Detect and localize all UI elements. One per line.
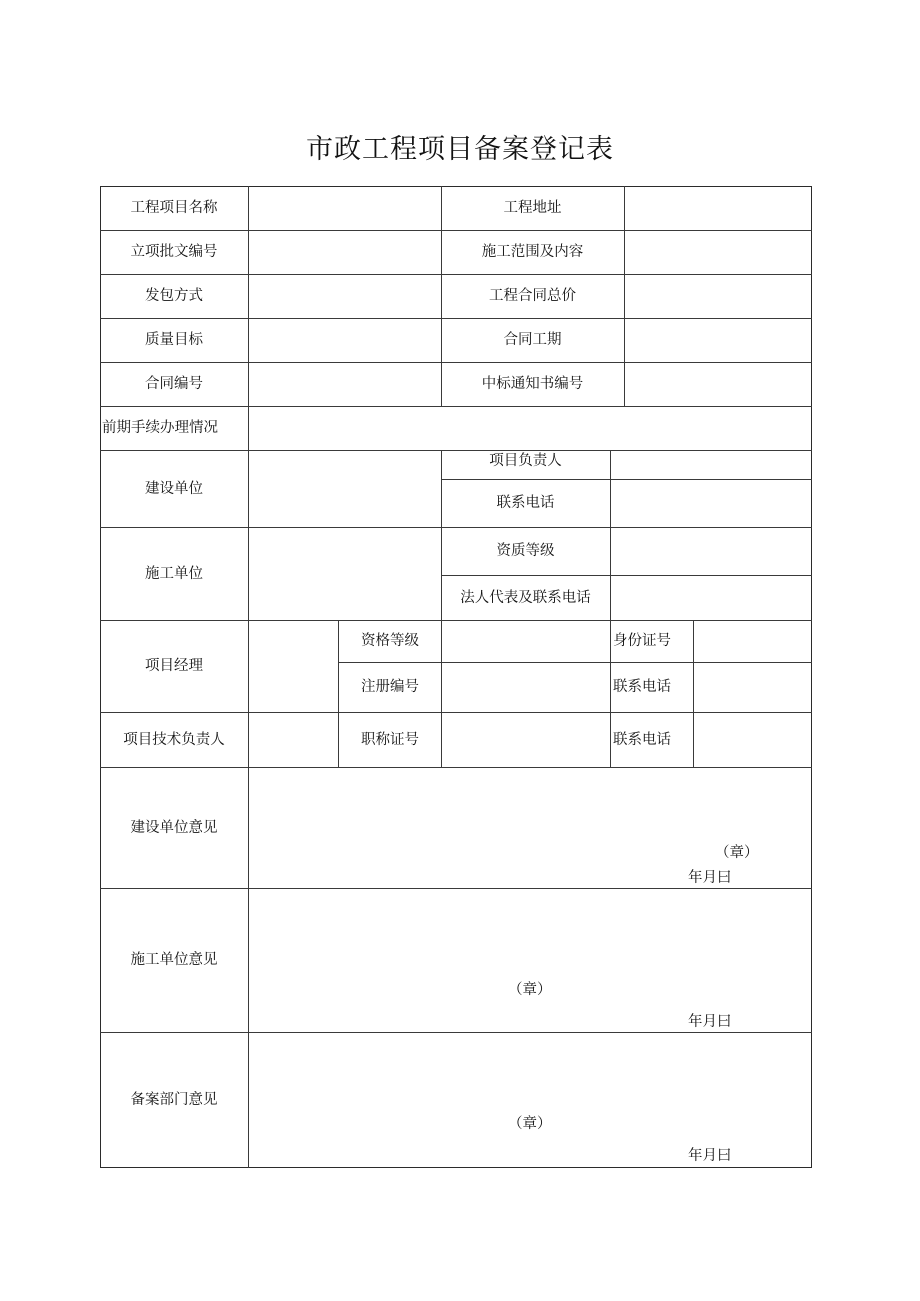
contractor-date-placeholder: 年月曰 (688, 1014, 732, 1030)
construction-scope-label: 施工范围及内容 (481, 244, 584, 260)
filing-department-date-placeholder: 年月曰 (688, 1148, 732, 1164)
construction-owner-field[interactable] (249, 450, 441, 527)
manager-phone-label: 联系电话 (613, 679, 671, 695)
project-address-field[interactable] (625, 186, 812, 230)
project-address-label: 工程地址 (503, 200, 562, 216)
technical-title-field[interactable] (442, 712, 610, 767)
pre-procedures-field[interactable] (249, 406, 812, 450)
contractor-seal-placeholder: （章） (508, 982, 552, 998)
contractor-opinion-label: 施工单位意见 (130, 952, 218, 968)
technical-title-label: 职称证号 (361, 731, 419, 748)
legal-representative-label: 法人代表及联系电话 (460, 589, 591, 606)
project-name-field[interactable] (249, 186, 441, 230)
owner-date-placeholder: 年月曰 (688, 870, 732, 886)
contract-total-label: 工程合同总价 (489, 288, 576, 304)
contractor-opinion-field[interactable] (249, 888, 812, 1032)
qualification-grade-field[interactable] (611, 527, 812, 575)
manager-qualification-label: 资格等级 (361, 633, 419, 649)
page-title: 市政工程项目备案登记表 (306, 134, 614, 165)
manager-qualification-field[interactable] (442, 620, 610, 662)
owner-contact-phone-label: 联系电话 (496, 495, 555, 511)
manager-phone-field[interactable] (694, 662, 812, 712)
approval-number-field[interactable] (249, 230, 441, 274)
contractor-label: 施工单位 (145, 565, 203, 582)
filing-department-opinion-label: 备案部门意见 (130, 1092, 218, 1108)
contract-total-field[interactable] (625, 274, 812, 318)
quality-target-field[interactable] (249, 318, 441, 362)
qualification-grade-label: 资质等级 (496, 543, 555, 559)
manager-id-label: 身份证号 (613, 633, 671, 649)
contract-duration-field[interactable] (625, 318, 812, 362)
bid-notice-number-label: 中标通知书编号 (481, 376, 584, 392)
construction-owner-label: 建设单位 (145, 480, 203, 497)
construction-scope-field[interactable] (625, 230, 812, 274)
pre-procedures-label: 前期手续办理情况 (102, 420, 218, 436)
filing-department-seal-placeholder: （章） (508, 1116, 552, 1132)
owner-contact-phone-field[interactable] (611, 479, 812, 527)
technical-phone-label: 联系电话 (613, 731, 671, 748)
technical-phone-field[interactable] (694, 712, 812, 767)
owner-opinion-label: 建设单位意见 (130, 819, 218, 836)
technical-lead-name-field[interactable] (249, 712, 338, 767)
contracting-method-field[interactable] (249, 274, 441, 318)
manager-id-field[interactable] (694, 620, 812, 662)
project-name-label: 工程项目名称 (130, 200, 218, 216)
project-manager-label: 项目经理 (145, 658, 203, 674)
quality-target-label: 质量目标 (145, 332, 203, 348)
bid-notice-number-field[interactable] (625, 362, 812, 406)
contract-number-label: 合同编号 (145, 376, 203, 392)
manager-registration-label: 注册编号 (361, 679, 419, 695)
contractor-field[interactable] (249, 527, 441, 620)
contract-number-field[interactable] (249, 362, 441, 406)
legal-representative-field[interactable] (611, 575, 812, 620)
approval-number-label: 立项批文编号 (130, 244, 218, 260)
contracting-method-label: 发包方式 (145, 288, 203, 304)
project-leader-label: 项目负责人 (489, 453, 562, 469)
contract-duration-label: 合同工期 (503, 332, 562, 348)
project-manager-name-field[interactable] (249, 620, 338, 712)
project-leader-field[interactable] (611, 450, 812, 479)
owner-seal-placeholder: （章） (715, 845, 759, 861)
technical-lead-label: 项目技术负责人 (123, 731, 225, 748)
manager-registration-field[interactable] (442, 662, 610, 712)
